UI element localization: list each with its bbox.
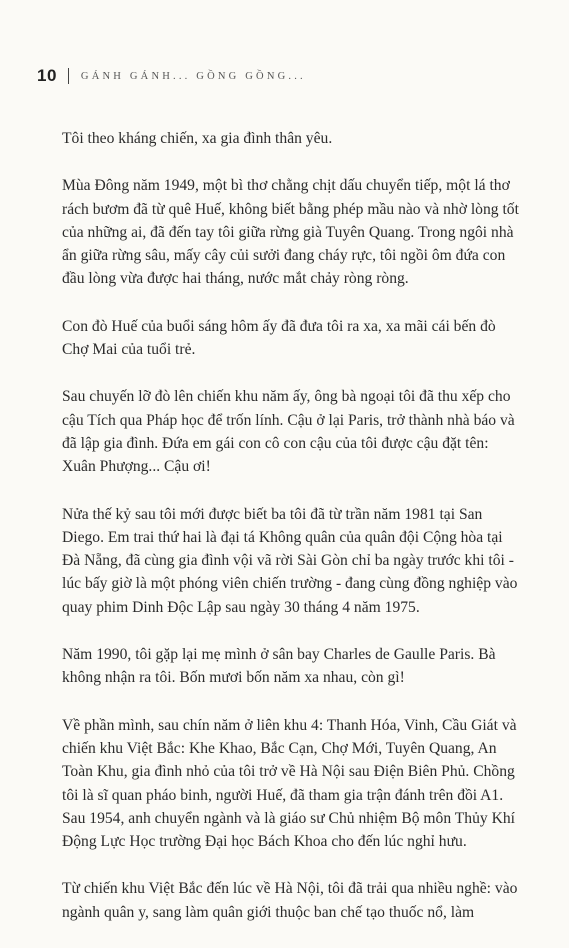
header-divider	[68, 68, 69, 84]
paragraph-6: Năm 1990, tôi gặp lại mẹ mình ở sân bay Charles de Gaulle Paris. Bà không nhận ra tôi. Bốn mươi bốn năm xa nhau, còn gì!	[62, 646, 496, 687]
paragraph-8: Từ chiến khu Việt Bắc đến lúc về Hà Nội, tôi đã trải qua nhiều nghề: vào ngành quân y, sang làm quân giới thuộc ban chế tạo thuốc nổ, làm	[62, 880, 518, 921]
paragraph-1: Tôi theo kháng chiến, xa gia đình thân yêu.	[62, 130, 333, 147]
paragraph-7: Về phần mình, sau chín năm ở liên khu 4: Thanh Hóa, Vinh, Cầu Giát và chiến khu Việt Bắc: Khe Khao, Bắc Cạn, Chợ Mới, Tuyên Quang, An Toàn Khu, gia đình nhỏ của tôi trở về Hà Nội sau Điện Biên Phủ. Chồng tôi là sĩ quan pháo binh, người Huế, đã tham gia trận đánh trên đồi A1. Sau 1954, anh chuyển ngành và là giáo sư Chủ nhiệm Bộ môn Thủy Khí Động Lực Học trường Đại học Bách Khoa cho đến lúc nghỉ hưu.	[62, 716, 517, 851]
paragraph-4: Sau chuyến lỡ đò lên chiến khu năm ấy, ông bà ngoại tôi đã thu xếp cho cậu Tích qua Pháp học để trốn lính. Cậu ở lại Paris, trở thành nhà báo và đã lập gia đình. Đứa em gái con cô con cậu của tôi được cậu đặt tên: Xuân Phượng... Cậu ơi!	[62, 388, 515, 476]
running-header	[37, 66, 306, 86]
paragraph-5: Nửa thế kỷ sau tôi mới được biết ba tôi đã từ trần năm 1981 tại San Diego. Em trai thứ hai là đại tá Không quân của quân đội Cộng hòa tại Đà Nẵng, đã cùng gia đình vội vã rời Sài Gòn chỉ ba ngày trước khi tôi - lúc bấy giờ là một phóng viên chiến trường - đang cùng đồng nghiệp vào quay phim Dinh Độc Lập sau ngày 30 tháng 4 năm 1975.	[62, 505, 518, 616]
running-title: GÁNH GÁNH... GỒNG GỒNG...	[80, 70, 306, 82]
paragraph-3: Con đò Huế của buổi sáng hôm ấy đã đưa tôi ra xa, xa mãi cái bến đò Chợ Mai của tuổi trẻ.	[62, 317, 496, 359]
page-number: 10	[37, 66, 57, 85]
paragraph-2: Mùa Đông năm 1949, một bì thơ chằng chịt dấu chuyển tiếp, một lá thơ rách bươm đã từ quê Huế, không biết bằng phép mầu nào và nhờ lòng tốt của những ai, đã đến tay tôi giữa rừng già Tuyên Quang. Trong ngôi nhà ẩn giữa rừng sâu, mấy cây củi sưởi đang cháy rực, tôi ngồi ôm đứa con đầu lòng vừa được hai tháng, nước mắt chảy ròng ròng.	[62, 177, 519, 288]
page-body	[62, 127, 524, 948]
